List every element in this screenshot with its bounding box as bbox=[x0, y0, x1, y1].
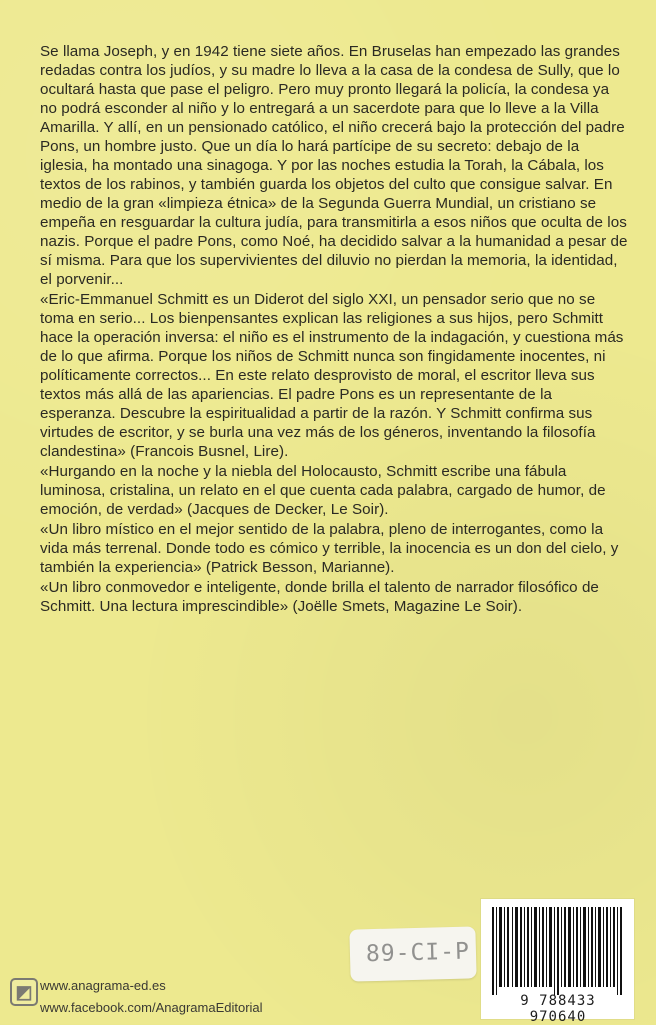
publisher-footer bbox=[10, 976, 350, 1016]
publisher-facebook-link[interactable]: www.facebook.com/AnagramaEditorial bbox=[40, 1000, 263, 1015]
synopsis-paragraph: Se llama Joseph, y en 1942 tiene siete años. En Bruselas han empezado las grandes redadas contra los judíos, y su madre lo lleva a la casa de la condesa de Sully, que lo ocultará hasta que pase el peligro. Pero muy pronto llegará la policía, la condesa ya no podrá esconder al niño y lo entregará a un sacerdote para que lo lleve a la Villa Amarilla. Y allí, en un pensionado católico, el niño crecerá bajo la protección del padre Pons, un hombre justo. Que un día lo hará partícipe de su secreto: debajo de la iglesia, ha montado una sinagoga. Y por las noches estudia la Torah, la Cábala, los textos de los rabinos, y también guarda los objetos del culto que consigue salvar. En medio de la gran «limpieza étnica» de la Segunda Guerra Mundial, un cristiano se empeña en resguardar la cultura judía, para transmitirla a esos niños que oculta de los nazis. Porque el padre Pons, como Noé, ha decidido salvar a la humanidad a pesar de sí misma. Para que los supervivientes del diluvio no pierdan la memoria, la identidad, el porvenir... bbox=[40, 43, 632, 288]
publisher-website-link[interactable]: www.anagrama-ed.es bbox=[40, 978, 166, 993]
logo-icon: ◩ bbox=[10, 978, 38, 1006]
review-paragraph-2: «Hurgando en la noche y la niebla del Holocausto, Schmitt escribe una fábula luminosa, cristalina, un relato en el que cuenta cada palabra, cargado de humor, de emoción, de verdad» (Jacques de Decker, Le Soir). bbox=[40, 463, 610, 518]
review-paragraph-4: «Un libro conmovedor e inteligente, donde brilla el talento de narrador filosófico de Schmitt. Una lectura imprescindible» (Joëlle Smets, Magazine Le Soir). bbox=[40, 579, 604, 615]
barcode-panel bbox=[481, 899, 634, 1025]
review-paragraph-3: «Un libro místico en el mejor sentido de la palabra, pleno de interrogantes, como la vida más terrenal. Donde todo es cómico y terrible, la inocencia es un don del cielo, y también la experiencia» (Patrick Besson, Marianne). bbox=[40, 521, 623, 576]
barcode-icon bbox=[491, 907, 624, 995]
blurb-text bbox=[40, 42, 630, 617]
review-paragraph-1: «Eric-Emmanuel Schmitt es un Diderot del siglo XXI, un pensador serio que no se toma en serio... Los bienpensantes explican las religiones a sus hijos, pero Schmitt hace la operación inversa: el niño es el instrumento de la indagación, y cuestiona más de lo que afirma. Porque los niños de Schmitt nunca son fingidamente inocentes, ni políticamente correctos... En este relato desprovisto de moral, el escritor lleva sus textos más allá de las apariencias. El padre Pons es un representante de la esperanza. Descubre la espiritualidad a partir de la razón. Y Schmitt confirma sus virtudes de escritor, y se burla una vez más de los géneros, inventando la filosofía clandestina» (Francois Busnel, Lire). bbox=[40, 291, 628, 460]
sticker-text: 89-CI-P bbox=[365, 938, 471, 968]
isbn-number: 9 788433 970640 bbox=[520, 993, 596, 1025]
price-sticker bbox=[349, 926, 476, 981]
